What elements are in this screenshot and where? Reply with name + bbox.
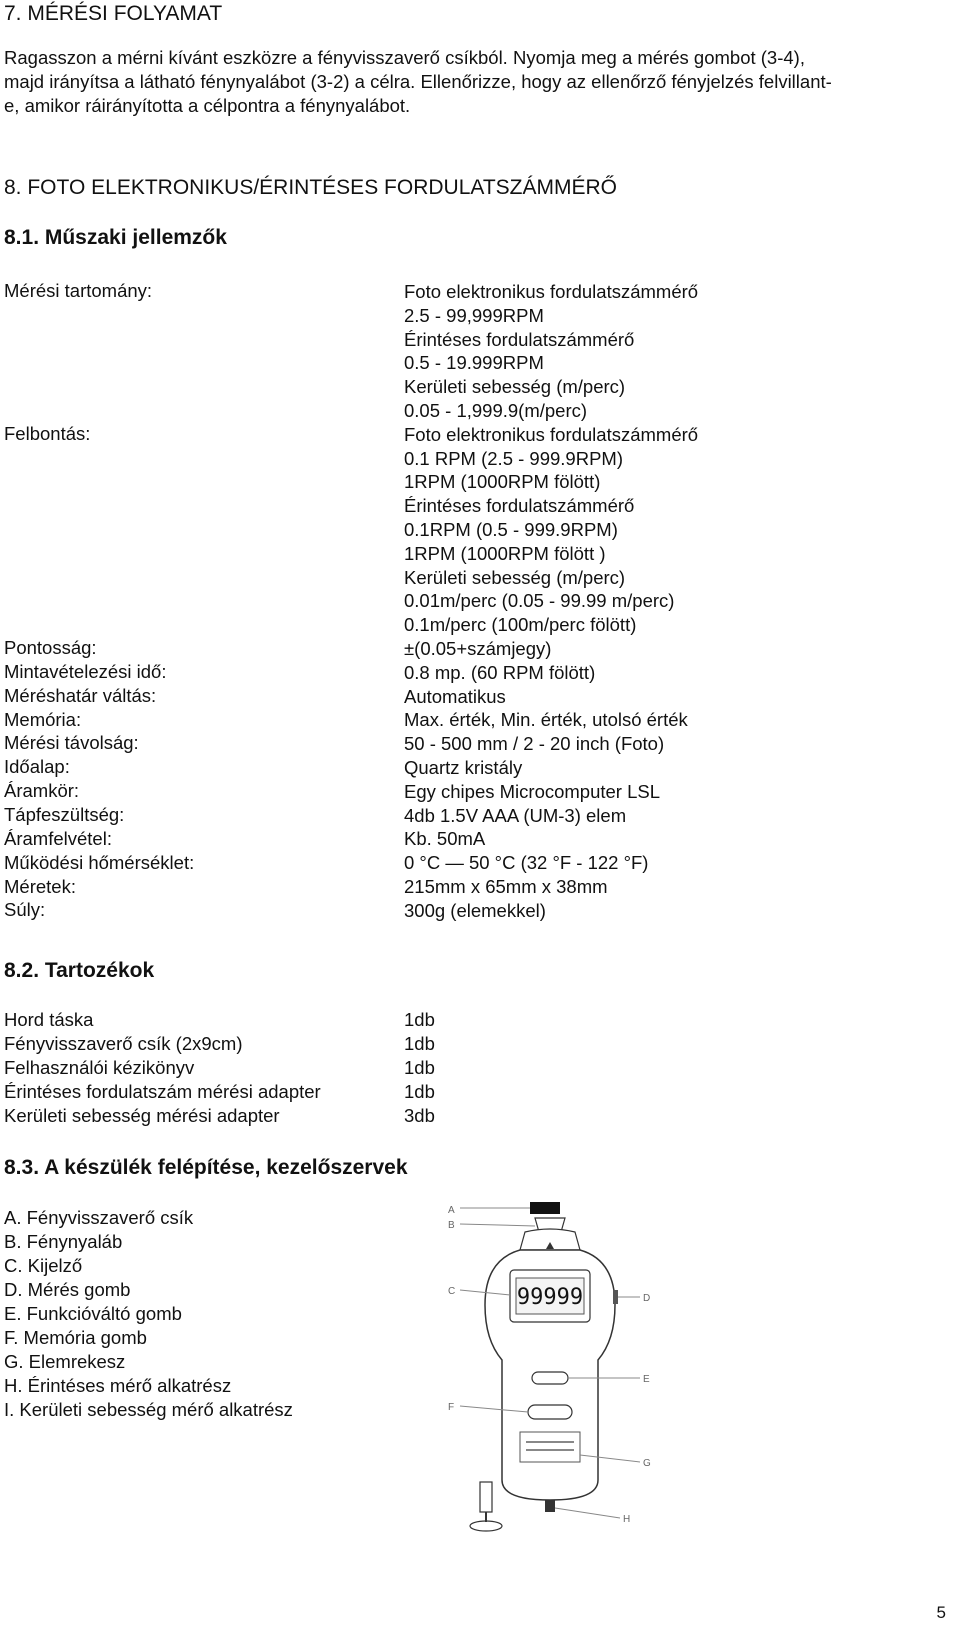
spec-value: 0.8 mp. (60 RPM fölött) (404, 661, 596, 683)
part-item: I. Kerületi sebesség mérő alkatrész (4, 1399, 293, 1420)
battery-compartment (520, 1432, 580, 1462)
specs-heading: 8.1. Műszaki jellemzők (4, 226, 227, 249)
spec-value: ±(0.05+számjegy) (404, 637, 552, 659)
spec-value: 0.05 - 1,999.9(m/perc) (404, 399, 588, 421)
callout-h: H (623, 1514, 631, 1525)
section8-heading: 8. FOTO ELEKTRONIKUS/ÉRINTÉSES FORDULATSZÁMMÉRŐ (4, 176, 617, 199)
callout-line-h (555, 1508, 620, 1518)
memory-button (528, 1405, 572, 1419)
callout-g: G (643, 1458, 651, 1469)
part-item: B. Fénynyaláb (4, 1231, 123, 1252)
spec-label-distance: Mérési távolság: (4, 732, 139, 753)
part-item: C. Kijelző (4, 1255, 83, 1276)
accessories-heading: 8.2. Tartozékok (4, 959, 155, 982)
part-item: G. Elemrekesz (4, 1351, 126, 1372)
spec-values (404, 280, 698, 923)
section7-paragraph (4, 46, 832, 118)
lcd-readout: 99999 (516, 1285, 584, 1310)
paragraph-line: e, amikor ráirányította a célpontra a fénynyalábot. (4, 95, 411, 116)
spec-value: Érintéses fordulatszámmérő (404, 495, 635, 517)
callout-d: D (643, 1293, 651, 1304)
spec-value: 0 °C — 50 °C (32 °F - 122 °F) (404, 852, 649, 874)
spec-value: Kerületi sebesség (m/perc) (404, 376, 626, 398)
accessory-name: Hord táska (4, 1009, 94, 1030)
adapter-shaft (480, 1482, 492, 1512)
section7-heading: 7. MÉRÉSI FOLYAMAT (4, 2, 223, 25)
spec-value: Foto elektronikus fordulatszámmérő (404, 423, 699, 445)
accessory-qty: 1db (404, 1081, 435, 1102)
part-item: E. Funkcióváltó gomb (4, 1303, 182, 1324)
spec-label-accuracy: Pontosság: (4, 637, 97, 658)
function-button (532, 1372, 568, 1384)
accessory-qty: 1db (404, 1057, 435, 1078)
spec-value: Max. érték, Min. érték, utolsó érték (404, 709, 688, 731)
accessories-quantities (404, 1008, 435, 1128)
measure-button-side (613, 1290, 618, 1304)
spec-label-temp: Működési hőmérséklet: (4, 852, 195, 873)
callout-e: E (643, 1374, 650, 1385)
adapter-wheel (470, 1521, 502, 1531)
part-item: A. Fényvisszaverő csík (4, 1207, 194, 1228)
page-number: 5 (936, 1603, 946, 1622)
spec-value: 1RPM (1000RPM fölött) (404, 471, 601, 493)
accessories-names (4, 1008, 321, 1128)
contact-tip (545, 1500, 555, 1512)
spec-value: Automatikus (404, 685, 506, 707)
spec-value: 215mm x 65mm x 38mm (404, 875, 608, 897)
accessory-qty: 1db (404, 1009, 435, 1030)
spec-value: 300g (elemekkel) (404, 899, 546, 921)
accessory-qty: 3db (404, 1105, 435, 1126)
spec-label-range: Mérési tartomány: (4, 280, 153, 301)
spec-label-size: Méretek: (4, 876, 76, 897)
spec-value: 0.1 RPM (2.5 - 999.9RPM) (404, 447, 623, 469)
spec-value: Quartz kristály (404, 756, 523, 778)
spec-label-power: Tápfeszültség: (4, 804, 125, 825)
spec-label-timebase: Időalap: (4, 756, 70, 777)
callout-a: A (448, 1205, 455, 1216)
spec-value: 2.5 - 99,999RPM (404, 304, 544, 326)
callout-line-b (460, 1224, 535, 1226)
callout-c: C (448, 1286, 456, 1297)
accessory-name: Fényvisszaverő csík (2x9cm) (4, 1033, 243, 1054)
part-item: F. Memória gomb (4, 1327, 147, 1348)
spec-value: 4db 1.5V AAA (UM-3) elem (404, 804, 627, 826)
accessory-name: Kerületi sebesség mérési adapter (4, 1105, 280, 1126)
spec-label-sampling: Mintavételezési idő: (4, 661, 167, 682)
paragraph-line: Ragasszon a mérni kívánt eszközre a fényvisszaverő csíkból. Nyomja meg a mérés gombot (3-4), (4, 47, 805, 68)
spec-value: 0.1m/perc (100m/perc fölött) (404, 614, 637, 636)
paragraph-line: majd irányítsa a látható fénynyalábot (3-2) a célra. Ellenőrizze, hogy az ellenőrző fényjelzés felvillant- (4, 71, 832, 92)
spec-value: Kb. 50mA (404, 828, 486, 850)
spec-value: 0.1RPM (0.5 - 999.9RPM) (404, 518, 618, 540)
accessory-name: Felhasználói kézikönyv (4, 1057, 195, 1078)
spec-value: Kerületi sebesség (m/perc) (404, 566, 626, 588)
spec-label-current: Áramfelvétel: (4, 828, 112, 849)
spec-value: 1RPM (1000RPM fölött ) (404, 542, 606, 564)
spec-value: Foto elektronikus fordulatszámmérő (404, 281, 699, 302)
structure-heading: 8.3. A készülék felépítése, kezelőszervek (4, 1156, 408, 1179)
spec-value: 0.5 - 19.999RPM (404, 352, 544, 374)
part-item: D. Mérés gomb (4, 1279, 131, 1300)
adapter-drawing (468, 1480, 504, 1536)
spec-label-resolution: Felbontás: (4, 423, 91, 444)
part-item: H. Érintéses mérő alkatrész (4, 1375, 232, 1396)
reflective-strip (530, 1202, 560, 1214)
callout-b: B (448, 1220, 455, 1231)
parts-list (4, 1206, 293, 1422)
accessory-name: Érintéses fordulatszám mérési adapter (4, 1081, 321, 1102)
spec-value: 50 - 500 mm / 2 - 20 inch (Foto) (404, 733, 665, 755)
accessory-qty: 1db (404, 1033, 435, 1054)
spec-value: Egy chipes Microcomputer LSL (404, 780, 661, 802)
spec-value: Érintéses fordulatszámmérő (404, 328, 635, 350)
spec-label-memory: Memória: (4, 709, 82, 730)
spec-label-weight: Súly: (4, 899, 46, 920)
spec-label-circuit: Áramkör: (4, 780, 80, 801)
spec-label-rangeswitch: Méréshatár váltás: (4, 685, 157, 706)
callout-f: F (448, 1402, 455, 1413)
spec-value: 0.01m/perc (0.05 - 99.99 m/perc) (404, 590, 675, 612)
